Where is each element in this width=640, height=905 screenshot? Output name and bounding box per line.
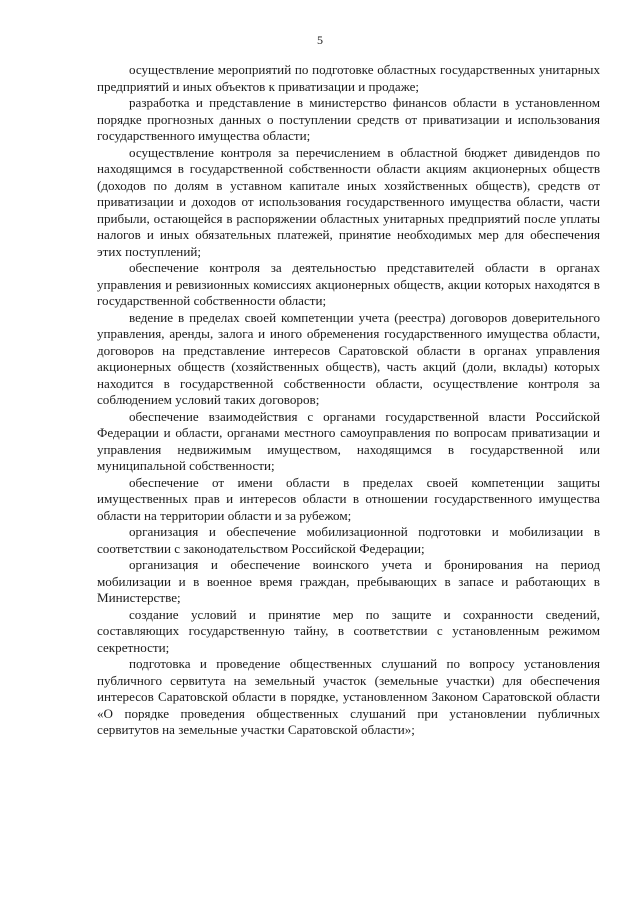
paragraph-mobilization: организация и обеспечение мобилизационной подготовки и мобилизации в соответствии с законодательством Российской Федерации; [97, 524, 600, 556]
paragraph-military-registration: организация и обеспечение воинского учета и бронирования на период мобилизации и в военное время граждан, пребывающих в запасе и работающих в Министерстве; [97, 557, 600, 605]
paragraph-authorities-interaction: обеспечение взаимодействия с органами государственной власти Российской Федерации и области, органами местного самоуправления по вопросам приватизации и управления недвижимым имуществом, находящимся в государственной или муниципальной собственности; [97, 408, 600, 473]
paragraph-dividends-control: осуществление контроля за перечислением в областной бюджет дивидендов по находящимся в государственной собственности области акциям акционерных обществ (доходов по долям в уставном капитале иных хозяйственных обществ), средств от приватизации и доходов от использования государственного имущества области, части прибыли, остающейся в распоряжении областных унитарных предприятий после уплаты налогов и иных обязательных платежей, принятие необходимых мер для обеспечения этих поступлений; [97, 144, 600, 259]
paragraph-forecast-data: разработка и представление в министерство финансов области в установленном порядке прогнозных данных о поступлении средств от приватизации и использования государственного имущества области; [97, 95, 600, 143]
paragraph-public-hearings: подготовка и проведение общественных слушаний по вопросу установления публичного сервитута на земельный участок (земельные участки) для обеспечения интересов Саратовской области в порядке, установленном Законом Саратовской области «О порядке проведения общественных слушаний при установлении публичных сервитутов на земельные участки Саратовской области»; [97, 656, 600, 737]
paragraph-state-secret: создание условий и принятие мер по защите и сохранности сведений, составляющих государственную тайну, в соответствии с установленным режимом секретности; [97, 606, 600, 655]
paragraph-privatization-prep: осуществление мероприятий по подготовке областных государственных унитарных предприятий и иных объектов к приватизации и продаже; [97, 62, 600, 94]
paragraph-representatives-control: обеспечение контроля за деятельностью представителей области в органах управления и ревизионных комиссиях акционерных обществ, акции которых находятся в государственной собственности области; [97, 260, 600, 308]
document-body [97, 62, 600, 739]
paragraph-contracts-registry: ведение в пределах своей компетенции учета (реестра) договоров доверительного управления, аренды, залога и иного обременения государственного имущества области, договоров на представление интересов Саратовской области в органах управления акционерных обществ (хозяйственных обществ), часть акций (доли, вклады) которых находится в государственной собственности области, осуществление контроля за соблюдением условий таких договоров; [97, 309, 600, 407]
page-number: 5 [317, 33, 323, 47]
paragraph-property-rights: обеспечение от имени области в пределах своей компетенции защиты имущественных прав и интересов области в отношении государственного имущества области на территории области и за рубежом; [97, 474, 600, 523]
